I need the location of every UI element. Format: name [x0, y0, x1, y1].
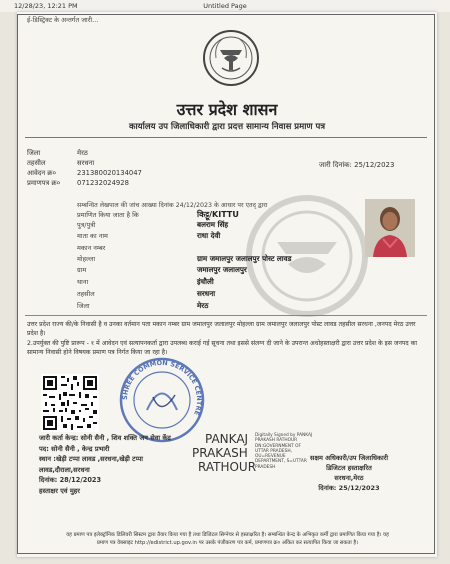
meta-key: आवेदन क्र०: [27, 169, 57, 177]
competent-authority-block: [299, 453, 399, 493]
field-label: जिला: [77, 302, 90, 310]
meta-value: 231380020134047: [77, 169, 142, 177]
issue-date: जारी दिनांक: 25/12/2023: [319, 161, 395, 169]
browser-print-header: [0, 0, 450, 12]
verification-intro: सम्बन्धित लेखपाल की जांच आख्या दिनांक 24/12/2023 के आधार पर एतद् द्वारा: [77, 202, 268, 209]
print-page-title: Untitled Page: [203, 2, 247, 10]
authority-line: सक्षम अधिकारी/उप जिलाधिकारी: [309, 454, 389, 462]
field-label: प्रमाणित किया जाता है कि: [77, 211, 139, 219]
svg-text:SHREE COMMON SERVICE CENTRE: SHREE COMMON SERVICE CENTRE: [120, 358, 204, 417]
signatory-name-line1: PANKAJ: [205, 432, 249, 446]
authority-line: दिनांक: 25/12/2023: [318, 484, 380, 492]
issuing-centre-block: [39, 433, 171, 496]
authority-line: सरधना,मेरठ: [334, 474, 364, 482]
authority-line: डिजिटल हस्ताक्षरित: [326, 464, 372, 472]
up-government-emblem-icon: [202, 28, 260, 90]
certificate-title: उत्तर प्रदेश शासन: [176, 100, 278, 119]
digital-signature-line: DEPARTMENT, S=UTTAR: [255, 459, 307, 465]
qr-code-icon: [41, 374, 99, 432]
field-label: पुत्र/पुत्री: [77, 221, 96, 229]
residence-statement: उत्तर प्रदेश राज्य की/के निवासी है व उनका वर्तमान पता मकान नम्बर ग्राम जमालपुर जलालपुर मोहल्ला ग्राम जमालपुर जलालपुर पोस्ट लावड तहसील सरधना ,जनपद मेरठ उत्तर प्रदेश है।: [27, 321, 416, 337]
field-value: इंचौली: [197, 277, 214, 286]
field-label: ग्राम: [77, 266, 87, 274]
issuing-centre-line: हस्ताक्षर एवं मुहर: [39, 486, 81, 495]
certificate-page: [17, 12, 437, 557]
meta-row-tehsil: [27, 158, 94, 167]
person-photo-icon: [365, 199, 415, 257]
csc-stamp-icon: [117, 355, 207, 445]
field-value: राधा देवी: [197, 231, 221, 240]
field-name: [77, 209, 239, 220]
issuing-centre-line: लावड,दौराला,सरधना: [39, 465, 90, 474]
meta-key: प्रमाणपत्र क्र०: [27, 179, 61, 187]
field-locality: [77, 254, 292, 264]
field-district: [77, 301, 208, 311]
issued-under-note: ई-डिस्ट्रिक्ट के अन्तर्गत जारी...: [27, 16, 99, 24]
field-label: मकान नम्बर: [77, 244, 106, 252]
digital-signature-line: DN:GOVERNMENT OF: [255, 443, 301, 449]
signatory-name-line3: RATHOUR: [198, 460, 257, 474]
field-value: किट्टू/KITTU: [197, 210, 239, 219]
signatory-name-line2: PRAKASH: [192, 446, 248, 460]
print-timestamp: 12/28/23, 12:21 PM: [14, 2, 78, 10]
issuing-centre-line: स्थान :खेड़ी टप्पा लावड ,सरधना,खेड़ी टप्पा: [39, 455, 143, 463]
meta-row-application-no: [27, 168, 142, 177]
field-value: बलराम सिंह: [197, 220, 229, 229]
field-value: सरधना: [197, 289, 216, 298]
field-village: [77, 265, 247, 275]
digital-signature-line: UTTAR PRADESH,: [255, 448, 292, 454]
field-value: जमालपुर जलालपुर: [197, 265, 247, 274]
digital-signature-line: OU=REVENUE: [255, 454, 286, 460]
divider: [25, 137, 427, 138]
meta-value: सरधना: [77, 159, 95, 167]
digital-signature-line: PRADESH: [255, 464, 276, 470]
field-house-no: [77, 243, 197, 252]
meta-key: तहसील: [27, 159, 46, 167]
meta-row-district: [27, 148, 88, 157]
footer-note-line2: प्रमाण पत्र वेबसाइट http://edistrict.up.gov.in पर उसके पंजीकरण पत्र कर्म, प्रमाणपत्र क्र० अंकित कर सत्यापित किया जा सकता है।: [96, 540, 359, 546]
issuing-centre-line: जारी कर्ता केन्द्र: सोनी सैनी , शिव शक्ति जन सेवा केंद्र: [39, 434, 171, 442]
meta-value: 071232024928: [77, 179, 129, 187]
applicant-photo: [365, 199, 415, 257]
field-label: माता का नाम: [77, 232, 108, 240]
certificate-subtitle: कार्यालय उप जिलाधिकारी द्वारा प्रदत्त सामान्य निवास प्रमाण पत्र: [128, 122, 326, 132]
field-value: मेरठ: [197, 301, 209, 310]
meta-value: मेरठ: [77, 149, 88, 157]
confirmation-statement: 2.उपर्युक्त की पुष्टि प्रारूप - १ में आवेदन एवं सत्यापनकर्ता द्वारा उपलब्ध कराई गई सूचना तथा इससे संलग्न दी जाने के उपरान्त अधोहस्ताक्षरी द्वारा उत्तर प्रदेश के इस जनपद का सामान्य निवासी होने विषयक प्रमाण पत्र निर्गत किया जा रहा है।: [27, 340, 417, 356]
issuing-centre-line: दिनांक: 28/12/2023: [39, 476, 102, 484]
csc-seal: [117, 355, 207, 445]
field-label: थाना: [77, 278, 89, 286]
footer-note-line1: यह प्रमाण पत्र इलेक्ट्रॉनिक डिलिवरी सिस्टम द्वारा तैयार किया गया है तथा डिजिटल सिग्नेचर से हस्ताक्षरित है। सम्बन्धित केन्द्र के अभिकृत कर्मी द्वारा प्रमाणित किया गया है। यह: [66, 532, 389, 538]
meta-row-certificate-no: [27, 178, 129, 187]
digital-signature-line: Digitally Signed by PANKAJ: [255, 433, 313, 438]
field-police-station: [77, 277, 214, 287]
field-mother: [77, 231, 220, 241]
field-value: ग्राम जमालपुर जलालपुर पोस्ट लावड: [197, 254, 292, 263]
field-parent: [77, 220, 228, 230]
field-label: तहसील: [77, 290, 95, 298]
field-tehsil: [77, 289, 215, 299]
meta-key: जिला: [27, 149, 41, 157]
digital-signature-line: PRAKASH RATHOUR: [255, 438, 298, 444]
divider: [25, 315, 427, 316]
issuing-centre-line: पद: सोनी सैनी , केन्द्र प्रभारी: [39, 444, 110, 453]
field-label: मोहल्ला: [77, 255, 96, 263]
